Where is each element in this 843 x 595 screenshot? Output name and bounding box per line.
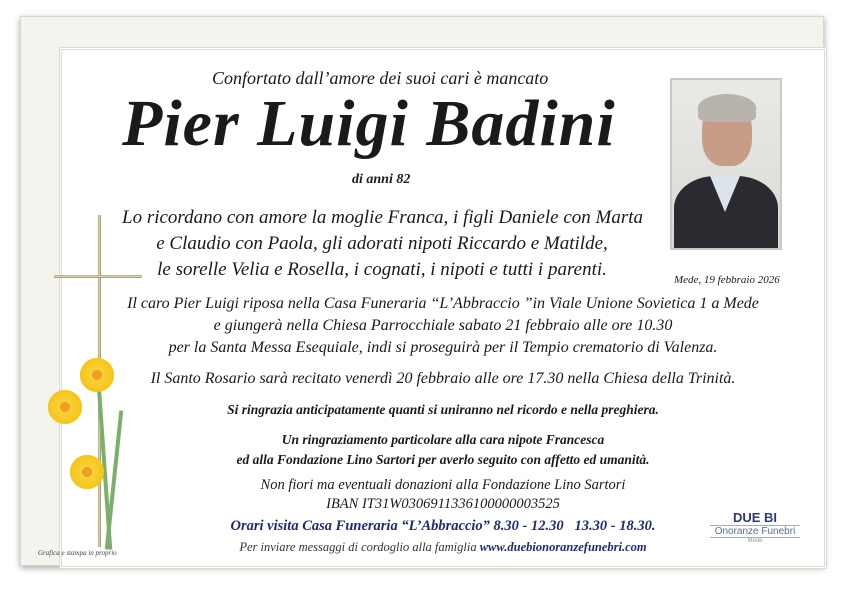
portrait-photo	[670, 78, 782, 250]
print-credit: Grafica e stampa in proprio	[38, 549, 117, 557]
funeral-line: Il caro Pier Luigi riposa nella Casa Funeraria “L’Abbraccio ”in Viale Unione Sovietica 1 a Mede	[127, 295, 759, 312]
family-text	[122, 205, 642, 283]
family-line: Lo ricordano con amore la moglie Franca, i figli Daniele con Marta	[122, 207, 644, 228]
donations-line: Non fiori ma eventuali donazioni alla Fondazione Lino Sartori	[260, 477, 626, 493]
logo-city: Mede	[747, 538, 763, 544]
funeral-text	[62, 293, 824, 359]
family-line: e Claudio con Paola, gli adorati nipoti Riccardo e Matilde,	[156, 233, 608, 254]
condolences-link[interactable]: www.duebionoranzefunebri.com	[479, 540, 647, 554]
visiting-hours: Orari visita Casa Funeraria “L’Abbraccio” 8.30 - 12.30 13.30 - 18.30.	[230, 518, 656, 534]
place-date: Mede, 19 febbraio 2026	[674, 274, 780, 286]
age: di anni 82	[352, 172, 411, 187]
deceased-name: Pier Luigi Badini	[122, 87, 616, 160]
logo-subtitle: Onoranze Funebri	[710, 525, 800, 538]
special-thanks	[62, 430, 824, 470]
funeral-line: per la Santa Messa Esequiale, indi si proseguirà per il Tempio crematorio di Valenza.	[168, 339, 718, 356]
intro-text: Confortato dall’amore dei suoi cari è mancato	[212, 68, 549, 88]
notice-frame	[20, 16, 824, 566]
family-line: le sorelle Velia e Rosella, i cognati, i nipoti e tutti i parenti.	[157, 259, 607, 280]
donations-text	[62, 476, 824, 514]
special-thanks-line: ed alla Fondazione Lino Sartori per averlo seguito con affetto ed umanità.	[236, 452, 650, 467]
condolences-text: Per inviare messaggi di cordoglio alla famiglia	[239, 540, 477, 554]
iban: IBAN IT31W0306911336100000003525	[326, 496, 560, 512]
thanks-text: Si ringrazia anticipatamente quanti si uniranno nel ricordo e nella preghiera.	[227, 402, 659, 417]
special-thanks-line: Un ringraziamento particolare alla cara nipote Francesca	[281, 432, 605, 447]
funeral-home-logo	[710, 510, 800, 544]
funeral-line: e giungerà nella Chiesa Parrocchiale sabato 21 febbraio alle ore 10.30	[213, 317, 673, 334]
notice-page	[59, 47, 827, 569]
logo-title: DUE BI	[732, 510, 778, 525]
rosary-text: Il Santo Rosario sarà recitato venerdì 20 febbraio alle ore 17.30 nella Chiesa della Trinità.	[150, 370, 736, 387]
